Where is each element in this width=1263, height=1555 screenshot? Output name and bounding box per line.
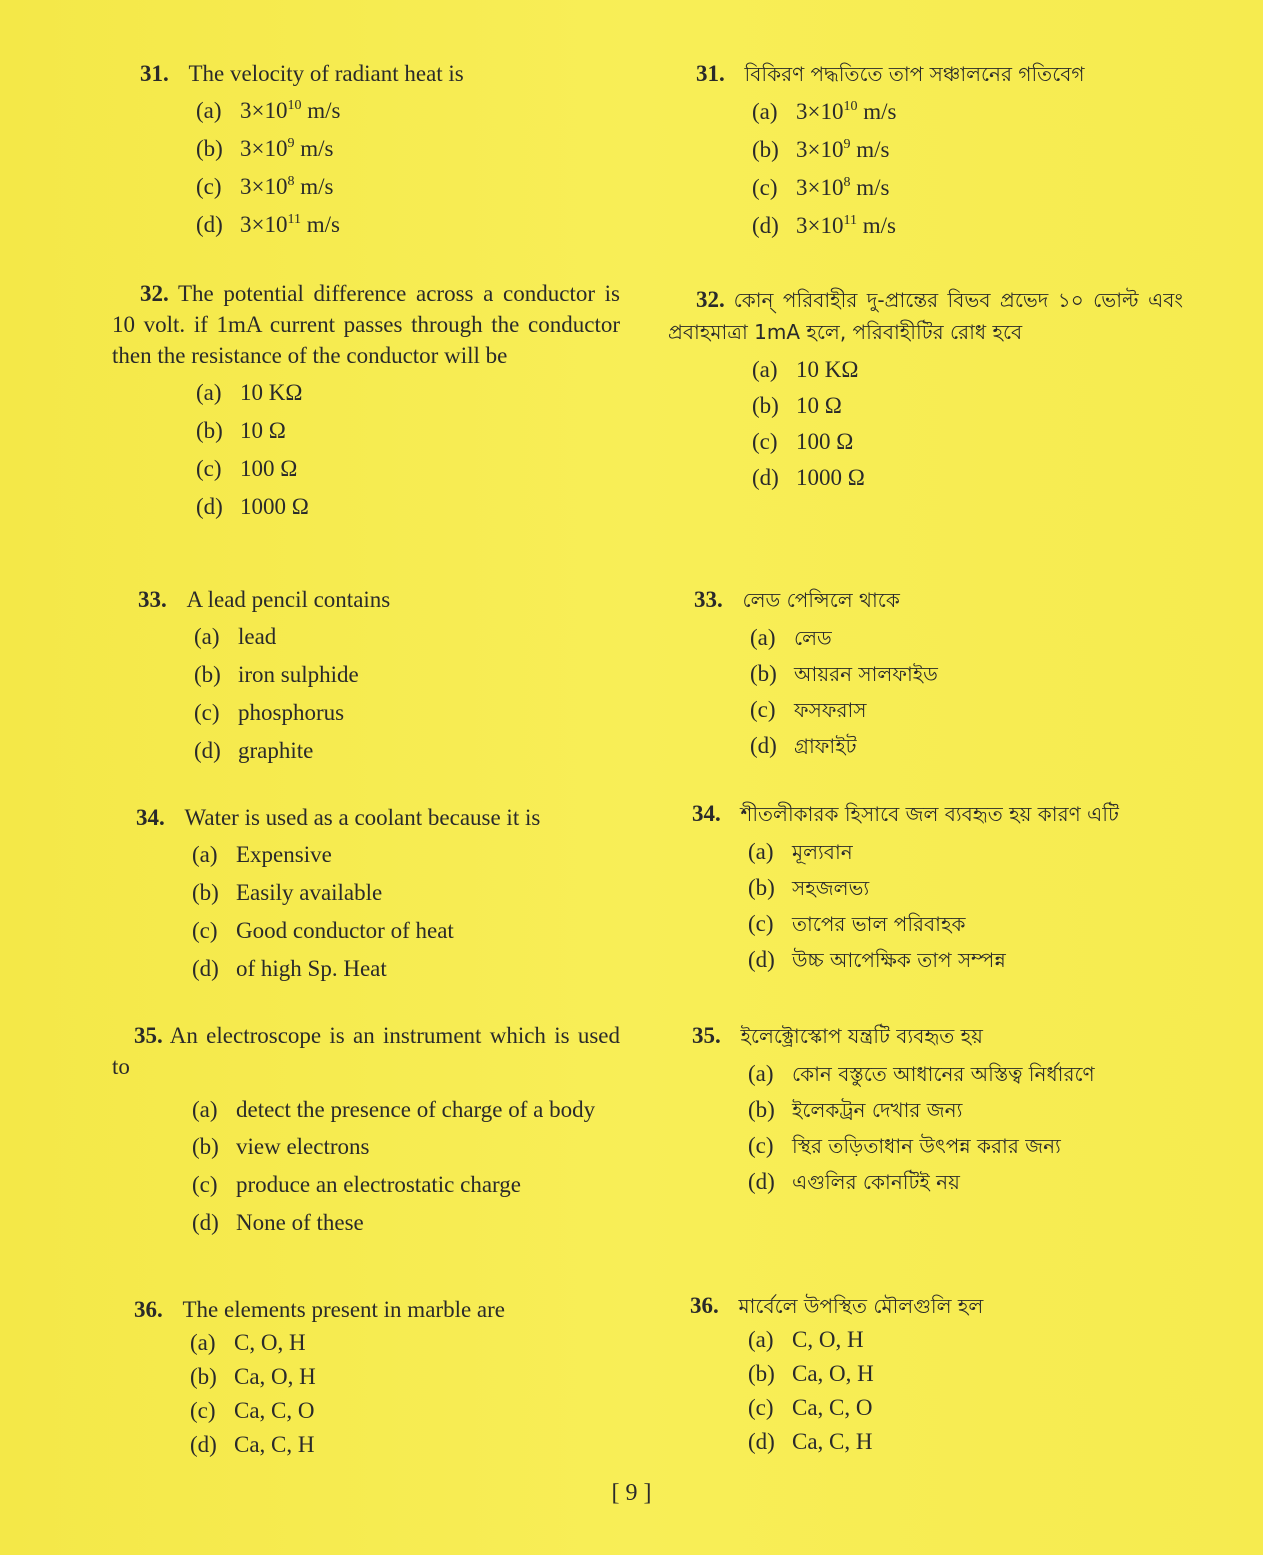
option-c: (c) তাপের ভাল পরিবাহক — [748, 911, 966, 936]
option-b: (b) iron sulphide — [194, 662, 359, 687]
option-c: (c) Ca, C, O — [190, 1398, 315, 1423]
question-34-en — [112, 802, 620, 991]
option-d: (d) $3\times 10^{11}$ m/s — [752, 213, 896, 238]
option-b: (b) 10 Ω — [752, 393, 842, 418]
question-number: 31. — [140, 61, 169, 86]
question-31-bn — [668, 58, 1183, 248]
question-31-en — [112, 58, 620, 247]
option-a: (a) মূল্যবান — [748, 839, 853, 864]
question-number: 32. — [696, 287, 725, 312]
option-d: (d) of high Sp. Heat — [192, 956, 387, 981]
page-number: [ 9 ] — [611, 1480, 652, 1506]
option-d: (d) গ্রাফাইট — [750, 733, 857, 758]
question-33-en — [112, 584, 620, 773]
option-a: (a) detect the presence of charge of a body — [192, 1097, 596, 1122]
question-32-en — [112, 278, 620, 529]
option-b: (b) Ca, O, H — [190, 1364, 316, 1389]
option-d: (d) এগুলির কোনটিই নয় — [748, 1169, 960, 1194]
option-d: (d) None of these — [192, 1210, 364, 1235]
option-a: (a) $3\times 10^{10}$ m/s — [752, 99, 897, 124]
option-c: (c) ফসফরাস — [750, 697, 867, 722]
option-c: (c) produce an electrostatic charge — [192, 1172, 522, 1197]
question-number: 35. — [692, 1023, 721, 1048]
option-b: (b) $3\times 10^9$ m/s — [196, 136, 334, 161]
option-a: (a) C, O, H — [748, 1327, 864, 1352]
question-34-bn — [668, 798, 1183, 980]
question-36-bn — [668, 1290, 1183, 1460]
question-stem: An electroscope is an instrument which is used to — [112, 1023, 620, 1079]
question-stem: বিকিরণ পদ্ধতিতে তাপ সঞ্চালনের গতিবেগ — [744, 62, 1085, 86]
question-number: 35. — [134, 1023, 163, 1048]
question-stem: The elements present in marble are — [182, 1297, 505, 1322]
option-d: (d) উচ্চ আপেক্ষিক তাপ সম্পন্ন — [748, 947, 1006, 972]
option-a: (a) 10 KΩ — [196, 380, 303, 405]
option-d: (d) $3\times 10^{11}$ m/s — [196, 212, 340, 237]
question-35-bn — [668, 1020, 1183, 1202]
option-c: (c) 100 Ω — [752, 429, 854, 454]
option-c: (c) $3\times 10^8$ m/s — [752, 175, 890, 200]
option-d: (d) 1000 Ω — [752, 465, 865, 490]
question-stem: ইলেক্ট্রোস্কোপ যন্ত্রটি ব্যবহৃত হয় — [740, 1024, 983, 1048]
option-a: (a) C, O, H — [190, 1330, 306, 1355]
option-c: (c) $3\times 10^8$ m/s — [196, 174, 334, 199]
question-stem: Water is used as a coolant because it is — [184, 805, 541, 830]
option-a: (a) 10 KΩ — [752, 357, 859, 382]
question-stem: A lead pencil contains — [186, 587, 391, 612]
option-b: (b) সহজলভ্য — [748, 875, 870, 900]
option-b: (b) Easily available — [192, 880, 383, 905]
option-d: (d) 1000 Ω — [196, 494, 309, 519]
question-number: 36. — [134, 1297, 163, 1322]
option-d: (d) graphite — [194, 738, 314, 763]
option-c: (c) Good conductor of heat — [192, 918, 454, 943]
option-b: (b) Ca, O, H — [748, 1361, 874, 1386]
question-number: 32. — [140, 281, 169, 306]
question-number: 34. — [692, 801, 721, 826]
question-stem: The velocity of radiant heat is — [188, 61, 464, 86]
option-a: (a) Expensive — [192, 842, 332, 867]
question-number: 36. — [690, 1293, 719, 1318]
question-number: 33. — [694, 587, 723, 612]
question-number: 34. — [136, 805, 165, 830]
question-number: 33. — [138, 587, 167, 612]
option-c: (c) 100 Ω — [196, 456, 298, 481]
question-stem: লেড পেন্সিলে থাকে — [742, 588, 900, 612]
question-stem: শীতলীকারক হিসাবে জল ব্যবহৃত হয় কারণ এটি — [740, 802, 1119, 826]
question-stem: The potential difference across a conductor is 10 volt. if 1mA current passes through the conductor then the resistance of the conductor will be — [112, 281, 620, 368]
option-a: (a) লেড — [750, 625, 832, 650]
option-b: (b) 10 Ω — [196, 418, 286, 443]
option-a: (a) কোন বস্তুতে আধানের অস্তিত্ব নির্ধারণে — [748, 1061, 1095, 1086]
question-stem: মার্বেলে উপস্থিত মৌলগুলি হল — [738, 1294, 984, 1318]
question-33-bn — [668, 584, 1183, 766]
option-b: (b) view electrons — [192, 1134, 370, 1159]
option-b: (b) $3\times 10^9$ m/s — [752, 137, 890, 162]
option-b: (b) আয়রন সালফাইড — [750, 661, 938, 686]
question-32-bn — [668, 284, 1183, 498]
question-number: 31. — [696, 61, 725, 86]
option-b: (b) ইলেকট্রন দেখার জন্য — [748, 1097, 963, 1122]
question-36-en — [112, 1294, 620, 1463]
option-d: (d) Ca, C, H — [748, 1429, 873, 1454]
option-a: (a) lead — [194, 624, 277, 649]
question-35-en — [112, 1020, 620, 1245]
option-c: (c) Ca, C, O — [748, 1395, 873, 1420]
option-c: (c) স্থির তড়িতাধান উৎপন্ন করার জন্য — [748, 1133, 1061, 1158]
option-d: (d) Ca, C, H — [190, 1432, 315, 1457]
option-c: (c) phosphorus — [194, 700, 345, 725]
option-a: (a) $3\times 10^{10}$ m/s — [196, 98, 341, 123]
question-stem: কোন্ পরিবাহীর দু-প্রান্তের বিভব প্রভেদ ১০ ভোল্ট এবং প্রবাহমাত্রা 1mA হলে, পরিবাহীটির রোধ হবে — [668, 288, 1183, 344]
